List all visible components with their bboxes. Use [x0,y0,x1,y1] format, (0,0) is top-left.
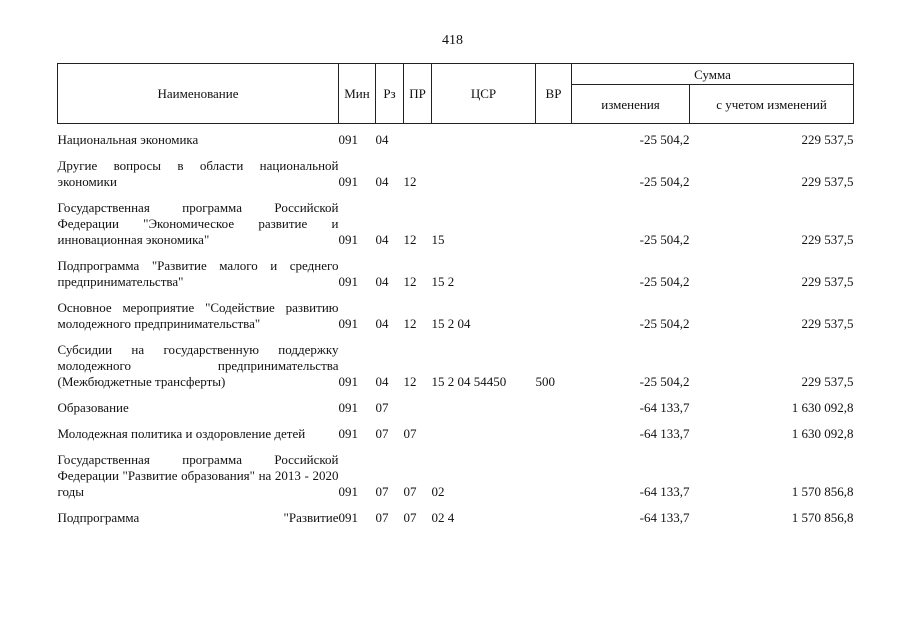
row-name: Государственная программа Российской Федерации "Экономическое развитие и инновационная экономика" [57,200,339,247]
row-change: -25 504,2 [639,232,690,247]
table-row [58,398,854,418]
row-csr: 15 2 04 [431,316,471,331]
row-csr: 02 [431,484,445,499]
row-rz: 07 [375,484,389,499]
row-name: Подпрограмма "Развитие [57,510,339,525]
header-sum: Сумма [572,64,854,85]
row-pr: 07 [403,484,417,499]
row-vr [536,424,572,444]
row-total: 1 570 856,8 [791,510,854,525]
row-vr [536,508,572,528]
row-total: 1 630 092,8 [791,400,854,415]
row-csr: 15 [431,232,445,247]
row-rz: 07 [375,400,389,415]
row-rz: 04 [375,232,389,247]
row-change: -25 504,2 [639,274,690,289]
row-min: 091 [338,400,358,415]
row-name: Подпрограмма "Развитие малого и среднего предпринимательства" [57,258,339,289]
row-vr [536,256,572,292]
table-row [58,198,854,250]
row-csr [432,424,536,444]
row-vr [536,298,572,334]
row-change: -64 133,7 [639,426,690,441]
table-row [58,256,854,292]
header-vr: ВР [536,64,572,124]
row-name: Национальная экономика [57,132,199,147]
row-rz: 04 [375,132,389,147]
table-row [58,450,854,502]
row-rz: 07 [375,426,389,441]
row-name: Субсидии на государственную поддержку молодежного предпринимательства (Межбюджетные трансферты) [57,342,339,389]
table-row [58,298,854,334]
row-vr [536,130,572,150]
table-row [58,156,854,192]
table-body [58,124,854,529]
row-total: 229 537,5 [801,232,854,247]
row-change: -64 133,7 [639,484,690,499]
row-min: 091 [338,232,358,247]
header-change: изменения [572,85,690,124]
row-min: 091 [338,174,358,189]
row-total: 1 570 856,8 [791,484,854,499]
row-name: Основное мероприятие "Содействие развитию молодежного предпринимательства" [57,300,339,331]
row-vr [536,156,572,192]
row-name: Образование [57,400,129,415]
row-change: -25 504,2 [639,316,690,331]
row-name: Молодежная политика и оздоровление детей [57,426,306,441]
table-row [58,130,854,150]
row-change: -25 504,2 [639,132,690,147]
row-min: 091 [338,510,358,525]
row-csr: 15 2 04 54450 [431,374,507,389]
row-name: Другие вопросы в области национальной экономики [57,158,339,189]
row-rz: 04 [375,374,389,389]
header-rz: Рз [376,64,404,124]
row-min: 091 [338,274,358,289]
header-pr: ПР [404,64,432,124]
header-min: Мин [339,64,376,124]
row-vr [536,198,572,250]
row-min: 091 [338,426,358,441]
row-pr: 12 [403,232,417,247]
row-change: -64 133,7 [639,510,690,525]
row-csr: 15 2 [431,274,455,289]
row-min: 091 [338,132,358,147]
row-csr: 02 4 [431,510,455,525]
row-pr: 07 [403,510,417,525]
row-change: -25 504,2 [639,374,690,389]
row-total: 229 537,5 [801,132,854,147]
header-total: с учетом изменений [690,85,854,124]
row-pr: 12 [403,374,417,389]
table-row [58,508,854,528]
budget-table [57,63,854,528]
row-change: -25 504,2 [639,174,690,189]
row-min: 091 [338,374,358,389]
table-row [58,424,854,444]
row-total: 229 537,5 [801,274,854,289]
row-min: 091 [338,484,358,499]
page-number: 418 [442,33,463,48]
row-vr: 500 [535,374,555,389]
row-rz: 04 [375,274,389,289]
row-csr [432,156,536,192]
row-change: -64 133,7 [639,400,690,415]
row-total: 229 537,5 [801,174,854,189]
row-pr: 12 [403,174,417,189]
row-pr: 12 [403,316,417,331]
row-rz: 04 [375,316,389,331]
row-total: 229 537,5 [801,316,854,331]
row-total: 229 537,5 [801,374,854,389]
header-name: Наименование [58,64,339,124]
row-min: 091 [338,316,358,331]
row-vr [536,398,572,418]
table-row [58,340,854,392]
row-pr: 12 [403,274,417,289]
header-csr: ЦСР [432,64,536,124]
row-rz: 07 [375,510,389,525]
row-pr [404,398,432,418]
row-csr [432,398,536,418]
row-rz: 04 [375,174,389,189]
row-vr [536,450,572,502]
table-header [58,64,854,124]
row-name: Государственная программа Российской Федерации "Развитие образования" на 2013 - 2020 годы [57,452,339,499]
row-total: 1 630 092,8 [791,426,854,441]
row-pr: 07 [403,426,417,441]
row-csr [432,130,536,150]
row-pr [404,130,432,150]
